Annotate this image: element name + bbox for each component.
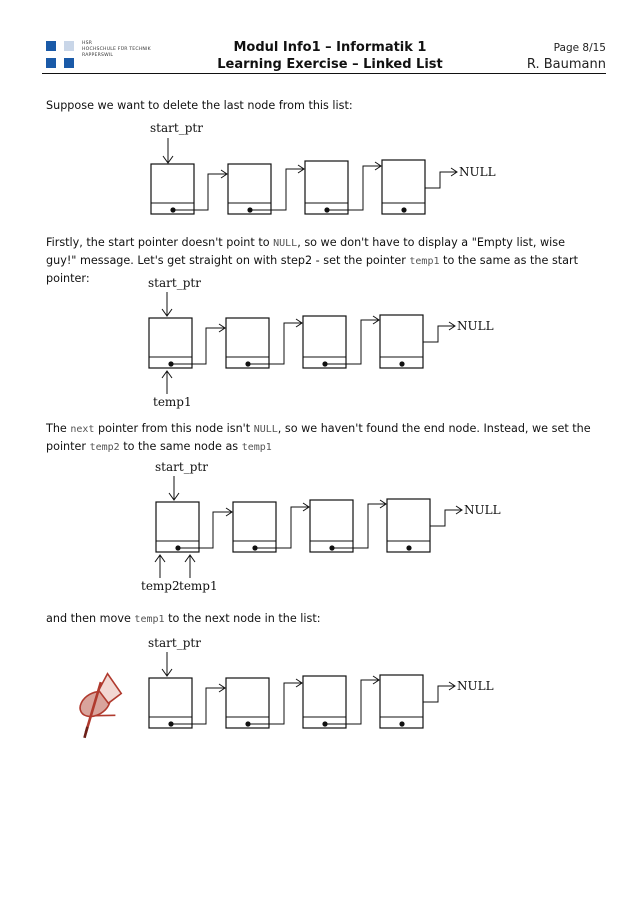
temp2-label: temp2 [141,579,180,593]
step2-paragraph: Firstly, the start pointer doesn't point to NULL, so we don't have to display a "Empty list, wise guy!" message. Let's get straight on with step2 - set the pointer temp1 to the same as the start pointer: [46,236,578,285]
logo-line-2: HOCHSCHULE FÜR TECHNIK [82,47,151,52]
pencil-icon [62,673,131,738]
linked-list-diagram-3 [0,456,638,598]
list-node [305,161,348,214]
list-node [380,675,423,728]
list-node [303,316,346,368]
logo-square-2 [64,41,74,51]
list-node [226,678,269,728]
start-ptr-label: start_ptr [148,276,201,290]
list-node [156,502,199,552]
logo-square-1 [46,41,56,51]
start-ptr-label: start_ptr [148,636,201,650]
temp1-label: temp1 [179,579,218,593]
start-ptr-label: start_ptr [150,121,203,135]
page-number: Page 8/15 [553,42,606,54]
list-node [226,318,269,368]
step3-paragraph: The next pointer from this node isn't NULL, so we haven't found the end node. Instead, we set the pointer temp2 to the same node as temp1 [46,422,591,453]
logo-line-1: HSR [82,41,93,46]
author: R. Baumann [526,57,606,72]
list-node [151,164,194,214]
list-node [382,160,425,214]
null-label: NULL [464,503,501,517]
list-node [228,164,271,214]
null-label: NULL [459,165,496,179]
null-label: NULL [457,679,494,693]
list-node [387,499,430,552]
null-label: NULL [457,319,494,333]
list-node [310,500,353,552]
logo-square-3 [46,58,56,68]
course-title: Modul Info1 – Informatik 1 [233,40,427,55]
list-node [149,678,192,728]
list-node [303,676,346,728]
linked-list-diagram-2 [0,272,638,412]
list-node [380,315,423,368]
list-node [149,318,192,368]
logo-line-3: RAPPERSWIL [82,53,114,58]
temp1-label: temp1 [153,395,192,409]
intro-paragraph: Suppose we want to delete the last node from this list: [46,99,353,112]
exercise-title: Learning Exercise – Linked List [217,57,443,72]
linked-list-diagram-1 [0,118,638,218]
start-ptr-label: start_ptr [155,460,208,474]
header-rule [42,73,606,74]
step4-paragraph: and then move temp1 to the next node in the list: [46,612,321,625]
linked-list-diagram-4 [0,632,638,742]
logo-square-4 [64,58,74,68]
list-node [233,502,276,552]
